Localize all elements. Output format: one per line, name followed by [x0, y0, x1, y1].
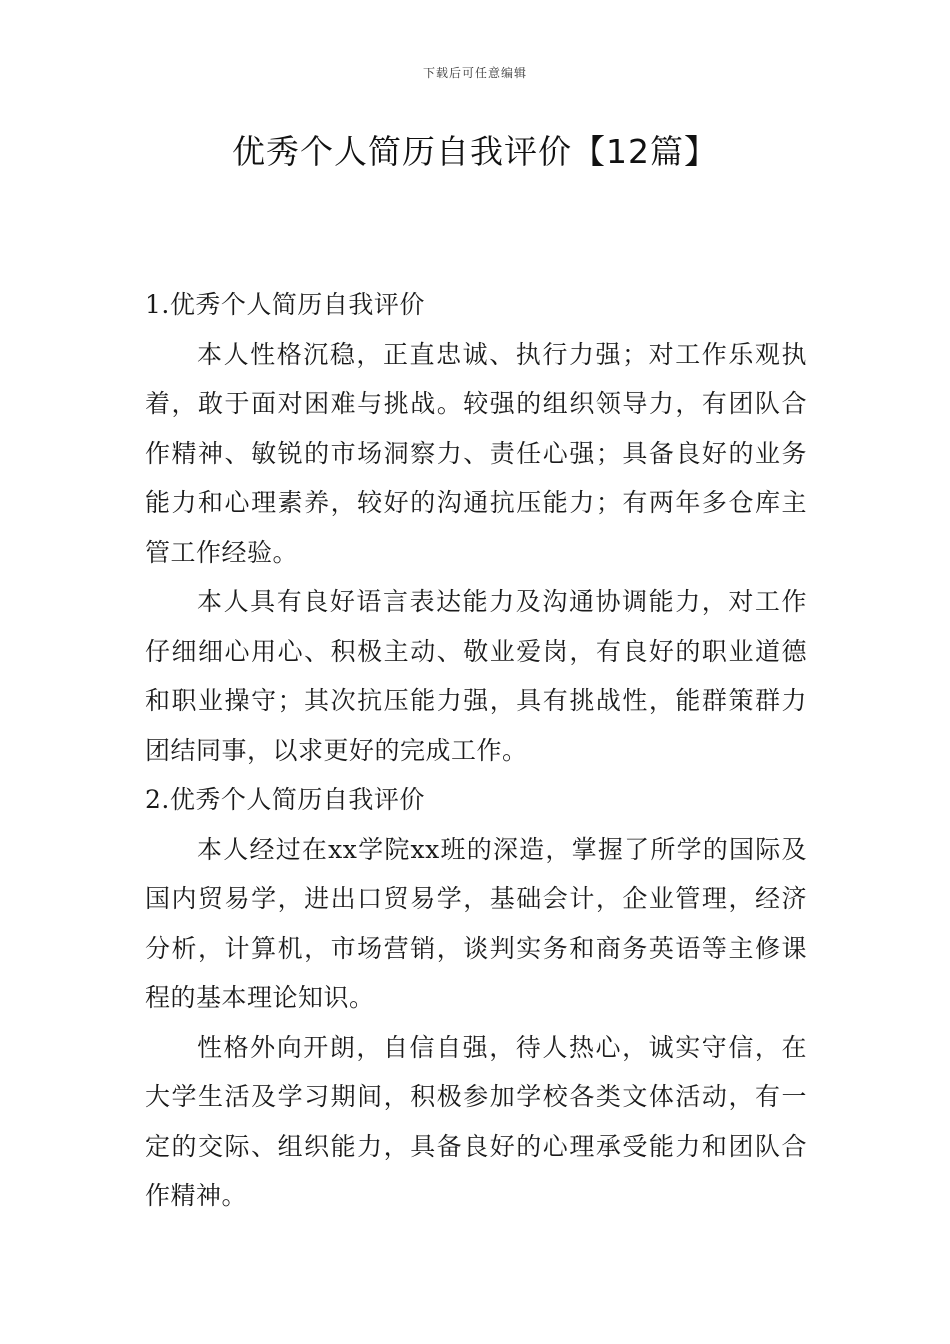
header-note: 下载后可任意编辑 — [422, 66, 527, 80]
section-1-heading: 1.优秀个人简历自我评价 — [145, 290, 425, 319]
section-2-heading: 2.优秀个人简历自我评价 — [145, 785, 425, 814]
section-1-paragraph-1: 本人性格沉稳，正直忠诚、执行力强；对工作乐观执着，敢于面对困难与挑战。较强的组织领导力，有团队合作精神、敏锐的市场洞察力、责任心强；具备良好的业务能力和心理素养，较好的沟通抗压能力；有两年多仓库主管工作经验。 — [145, 339, 807, 567]
section-1-paragraph-2: 本人具有良好语言表达能力及沟通协调能力，对工作仔细细心用心、积极主动、敬业爱岗，有良好的职业道德和职业操守；其次抗压能力强，具有挑战性，能群策群力团结同事，以求更好的完成工作。 — [145, 587, 807, 765]
document-body — [145, 280, 807, 1221]
section-2-paragraph-2: 性格外向开朗，自信自强，待人热心，诚实守信，在大学生活及学习期间，积极参加学校各类文体活动，有一定的交际、组织能力，具备良好的心理承受能力和团队合作精神。 — [145, 1032, 807, 1210]
section-2-paragraph-1: 本人经过在xx学院xx班的深造，掌握了所学的国际及国内贸易学，进出口贸易学，基础会计，企业管理，经济分析，计算机，市场营销，谈判实务和商务英语等主修课程的基本理论知识。 — [145, 834, 807, 1012]
document-title: 优秀个人简历自我评价【12篇】 — [232, 132, 718, 171]
